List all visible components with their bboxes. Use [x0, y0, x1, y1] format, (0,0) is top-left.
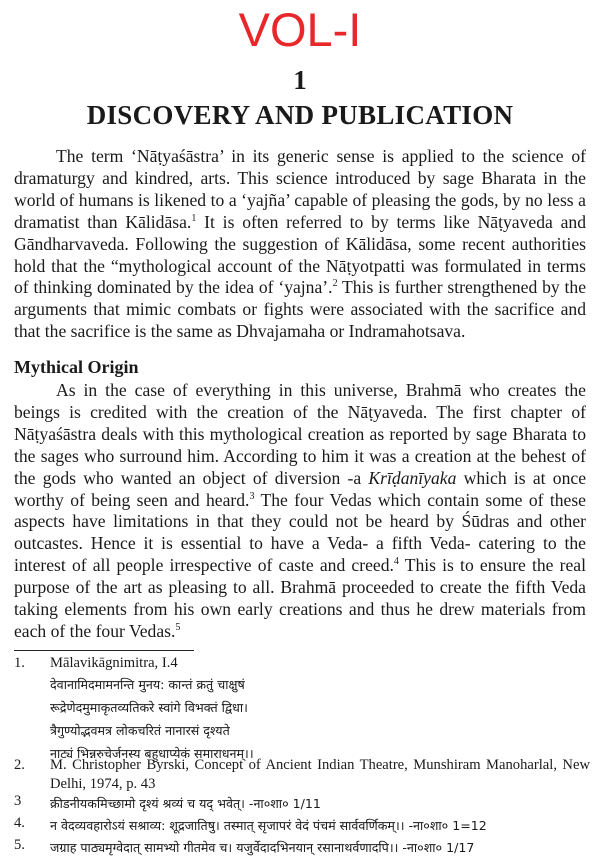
- footnote-ref-2[interactable]: 2: [332, 278, 338, 290]
- footnote-number: 4.: [14, 815, 25, 831]
- paragraph-origin-text-4: This is to ensure the real purpose of the art as pleasing to all. Brahmā proceeded to create the fifth Veda taking elements from his own early creations and thus he drew materials from each of the four Vedas.: [14, 555, 586, 641]
- section-heading: Mythical Origin: [14, 357, 139, 377]
- footnote-3-text: क्रीडनीयकमिच्छामो दृश्यं श्रव्यं च यद् भवेत्। -ना०शा० 1/11: [50, 796, 321, 811]
- footnote-number: 1.: [14, 655, 25, 671]
- footnote-number: 3: [14, 793, 22, 809]
- footnote-ref-3[interactable]: 3: [249, 490, 255, 502]
- paragraph-origin-text-2: which is at once worthy of being seen and heard.: [14, 467, 586, 510]
- chapter-title: DISCOVERY AND PUBLICATION: [86, 100, 514, 130]
- paragraph-intro: [14, 146, 586, 343]
- footnote-5-text: जग्राह पाठ्यमृग्वेदात् सामभ्यो गीतमेव च। यजुर्वेदादभिनयान् रसानाथर्वणादपि।। -ना०शा० 1/17: [50, 840, 475, 855]
- footnote-ref-5[interactable]: 5: [175, 622, 181, 634]
- italic-term: Krīḍanīyaka: [368, 467, 457, 488]
- volume-label: VOL-I: [238, 3, 362, 56]
- verse-line-4: नाट्यं भिन्नरुचेर्जनस्य बहुधाप्येकं समाराधनम्।।: [50, 746, 254, 761]
- paragraph-intro-text-2: It is often referred to by terms like Nāṭyaveda and Gāndharvaveda. Following the suggestion of Kālidāsa, some recent authorities hold that the “mythological account of the Nāṭyotpatti was formulated in terms of thinking dominated by the idea of ‘yajna’.: [14, 211, 586, 298]
- paragraph-origin-text-1: As in the case of everything in this universe, Brahmā who creates the beings is credited with the creation of the Nāṭyaveda. The first chapter of Nāṭyaśāstra deals with this mythological creation as reported by sage Bharata to the sages who surround him. According to him it was a creation at the behest of the gods who wanted an object of diversion -a: [14, 380, 586, 488]
- footnote-number: 2.: [14, 757, 25, 773]
- verse-line-3: त्रैगुण्योद्भवमत्र लोकचरितं नानारसं दृश्यते: [50, 723, 230, 738]
- footnote-4-text: न वेदव्यवहारोऽयं सश्राव्य: शूद्रजातिषु। तस्मात् सृजापरं वेदं पंचमं सार्ववर्णिकम्।। -ना०शा० 1=12: [50, 818, 487, 833]
- footnote-number: 5.: [14, 837, 25, 853]
- footnote-2-text: M. Christopher Byrski, Concept of Ancient Indian Theatre, Munshiram Manoharlal, New Delhi, 1974, p. 43: [50, 757, 590, 792]
- paragraph-intro-text-3: This is further strengthened by the arguments that mimic combats or fights were associated with the sacrifice and that the sacrifice is the same as Dhvajamaha or Indramahotsava.: [14, 277, 587, 342]
- paragraph-intro-text-1: The term ‘Nāṭyaśāstra’ in its generic sense is applied to the science of dramaturgy and kindred, arts. This science introduced by sage Bharata in the world of humans is likened to a ‘yajña’ capable of pleasing the gods, by no less a dramatist than Kālidāsa.: [14, 146, 586, 232]
- footnote-ref-4[interactable]: 4: [393, 556, 399, 568]
- verse-line-2: रूद्रेणेदमुमाकृतव्यतिकरे स्वांगे विभक्तं द्विधा।: [50, 700, 248, 715]
- chapter-number: 1: [293, 65, 307, 95]
- paragraph-origin-text-3: The four Vedas which contain some of these aspects have limitations in that they could not be heard by Śūdras and other outcastes. Hence it is essential to have a Veda- a fifth Veda- catering to the interest of all people irrespective of caste and creed.: [14, 489, 586, 576]
- footnote-divider: [14, 650, 194, 651]
- verse-line-1: देवानामिदमामनन्ति मुनय: कान्तं क्रतुं चाक्षुषं: [50, 677, 245, 692]
- footnote-1-title: Mālavikāgnimitra, I.4: [50, 655, 178, 671]
- paragraph-mythical-origin: [14, 380, 586, 643]
- footnote-ref-1[interactable]: 1: [191, 212, 197, 224]
